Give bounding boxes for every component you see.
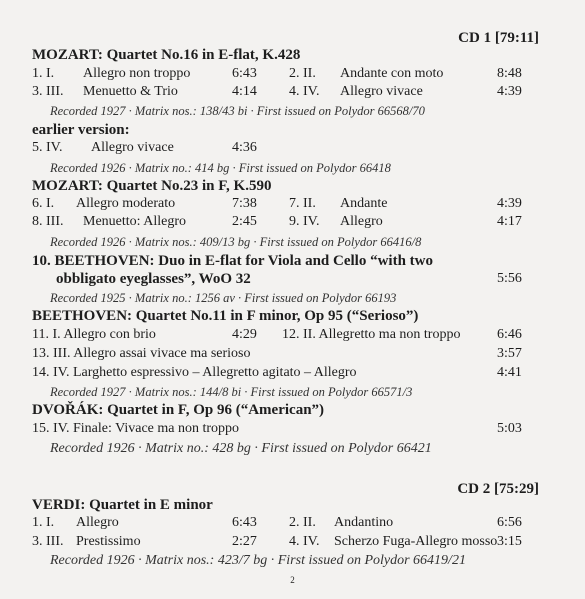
- track-label: 11. I. Allegro con brio: [32, 327, 156, 342]
- work-title: MOZART: Quartet No.16 in E-flat, K.428: [32, 47, 301, 63]
- work-title: DVOŘÁK: Quartet in F, Op 96 (“American”): [32, 402, 325, 418]
- track-name: Andantino: [334, 515, 394, 530]
- track-name: Allegro non troppo: [83, 66, 191, 81]
- track-time: 4:36: [232, 140, 257, 155]
- track-label: 12. II. Allegretto ma non troppo: [282, 327, 461, 342]
- track-name: Allegro vivace: [340, 84, 423, 99]
- track-time: 5:56: [497, 271, 522, 286]
- track-time: 7:38: [232, 196, 257, 211]
- track-time: 3:15: [497, 534, 522, 549]
- track-time: 4:17: [497, 214, 522, 229]
- track-time: 3:57: [497, 346, 522, 361]
- track-name: Andante: [340, 196, 388, 211]
- track-number: 4. IV.: [289, 534, 320, 549]
- track-number: 7. II.: [289, 196, 316, 211]
- track-time: 2:27: [232, 534, 257, 549]
- track-number: 3. III.: [32, 84, 64, 99]
- track-time: 4:29: [232, 327, 257, 342]
- track-name: Andante con moto: [340, 66, 444, 81]
- work-title-continued: obbligato eyeglasses”, WoO 32: [56, 271, 251, 287]
- track-number: 1. I.: [32, 66, 55, 81]
- track-number: 3. III.: [32, 534, 64, 549]
- track-label: 15. IV. Finale: Vivace ma non troppo: [32, 421, 240, 436]
- track-name: Allegro: [340, 214, 383, 229]
- cd2-header: CD 2 [75:29]: [457, 481, 539, 497]
- recording-info: Recorded 1926 · Matrix nos.: 409/13 bg · First issued on Polydor 66416/8: [50, 235, 422, 249]
- track-time: 5:03: [497, 421, 522, 436]
- recording-info: Recorded 1926 · Matrix nos.: 423/7 bg · First issued on Polydor 66419/21: [50, 553, 466, 568]
- track-number: 2. II.: [289, 515, 316, 530]
- work-title: VERDI: Quartet in E minor: [32, 497, 213, 513]
- track-label: 13. III. Allegro assai vivace ma serioso: [32, 346, 251, 361]
- work-title: BEETHOVEN: Quartet No.11 in F minor, Op 95 (“Serioso”): [32, 308, 419, 324]
- track-time: 6:46: [497, 327, 522, 342]
- track-time: 6:56: [497, 515, 522, 530]
- track-number: 1. I.: [32, 515, 55, 530]
- track-time: 4:14: [232, 84, 257, 99]
- track-name: Menuetto & Trio: [83, 84, 178, 99]
- cd1-header: CD 1 [79:11]: [458, 30, 539, 46]
- track-number: 5. IV.: [32, 140, 63, 155]
- track-name: Allegro: [76, 515, 119, 530]
- recording-info: Recorded 1927 · Matrix nos.: 138/43 bi · First issued on Polydor 66568/70: [50, 104, 425, 118]
- track-name: Prestissimo: [76, 534, 141, 549]
- earlier-version-label: earlier version:: [32, 122, 130, 138]
- recording-info: Recorded 1926 · Matrix no.: 414 bg · First issued on Polydor 66418: [50, 161, 391, 175]
- track-time: 8:48: [497, 66, 522, 81]
- track-time: 4:39: [497, 196, 522, 211]
- track-name: Allegro moderato: [76, 196, 176, 211]
- track-number: 8. III.: [32, 214, 64, 229]
- track-time: 4:41: [497, 365, 522, 380]
- track-name: Menuetto: Allegro: [83, 214, 187, 229]
- recording-info: Recorded 1927 · Matrix nos.: 144/8 bi · First issued on Polydor 66571/3: [50, 385, 413, 399]
- track-time: 6:43: [232, 515, 257, 530]
- track-time: 2:45: [232, 214, 257, 229]
- recording-info: Recorded 1926 · Matrix no.: 428 bg · First issued on Polydor 66421: [50, 441, 432, 456]
- track-number: 4. IV.: [289, 84, 320, 99]
- work-title: 10. BEETHOVEN: Duo in E-flat for Viola and Cello “with two: [32, 253, 434, 269]
- track-time: 4:39: [497, 84, 522, 99]
- track-time: 6:43: [232, 66, 257, 81]
- track-number: 6. I.: [32, 196, 55, 211]
- track-number: 9. IV.: [289, 214, 320, 229]
- recording-info: Recorded 1925 · Matrix no.: 1256 av · First issued on Polydor 66193: [50, 291, 397, 305]
- track-name: Scherzo Fuga-Allegro mosso: [334, 534, 498, 549]
- page-number: 2: [290, 575, 295, 585]
- track-number: 2. II.: [289, 66, 316, 81]
- track-name: Allegro vivace: [91, 140, 174, 155]
- work-title: MOZART: Quartet No.23 in F, K.590: [32, 178, 272, 194]
- track-label: 14. IV. Larghetto espressivo – Allegretto agitato – Allegro: [32, 365, 357, 380]
